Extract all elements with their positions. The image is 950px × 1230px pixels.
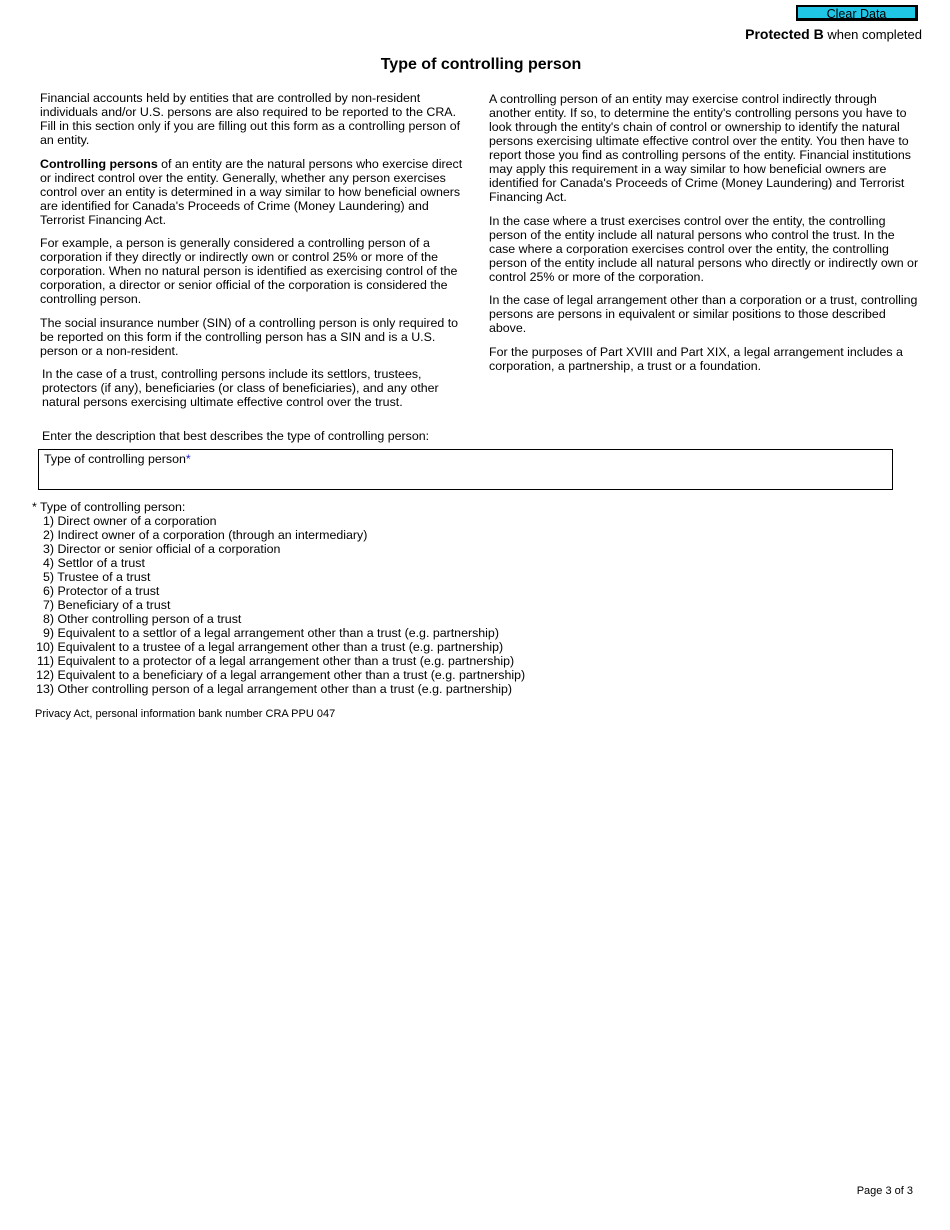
item-text: Direct owner of a corporation (57, 514, 217, 528)
protected-b-notice (745, 26, 922, 42)
item-text: Protector of a trust (57, 584, 160, 598)
item-text: Other controlling person of a trust (57, 612, 242, 626)
item-number: 11) (37, 654, 54, 668)
page-number: Page 3 of 3 (856, 1185, 913, 1197)
controlling-persons-definition (40, 157, 468, 227)
type-of-controlling-person-field[interactable] (38, 449, 893, 490)
item-text: Trustee of a trust (57, 570, 151, 584)
type-list-item (32, 528, 525, 542)
type-field-label (44, 452, 191, 466)
type-list-item (32, 626, 525, 640)
type-list-item (32, 556, 525, 570)
clear-data-button[interactable]: Clear Data (796, 5, 918, 21)
intro-paragraph: Financial accounts held by entities that are controlled by non-resident individuals and/or U.S. persons are also required to be reported to the CRA. Fill in this section only if you are filling out this form as a controlling person of an entity. (40, 91, 461, 147)
item-text: Other controlling person of a legal arrangement other than a trust (e.g. partnership) (57, 682, 513, 696)
enter-description-instruction: Enter the description that best describes the type of controlling person: (42, 429, 430, 443)
item-text: Equivalent to a beneficiary of a legal arrangement other than a trust (e.g. partnership) (57, 668, 526, 682)
type-list-item (32, 668, 525, 682)
protected-b-label: Protected B (745, 26, 824, 42)
item-text: Equivalent to a trustee of a legal arrangement other than a trust (e.g. partnership) (57, 640, 504, 654)
item-number: 1) (42, 514, 54, 528)
item-number: 4) (42, 556, 54, 570)
item-number: 2) (42, 528, 54, 542)
item-text: Indirect owner of a corporation (through an intermediary) (57, 528, 368, 542)
item-number: 12) (36, 668, 54, 682)
type-list-heading: * Type of controlling person: (32, 500, 186, 514)
type-list-item (32, 570, 525, 584)
type-list-item (32, 654, 525, 668)
type-list-item (32, 584, 525, 598)
required-star: * (185, 452, 191, 466)
right-info-column (489, 92, 921, 382)
item-number: 9) (42, 626, 54, 640)
sin-paragraph: The social insurance number (SIN) of a controlling person is only required to be reported on this form if the controlling person has a SIN and is a U.S. person or a non-resident. (40, 315, 459, 358)
item-number: 8) (42, 612, 54, 626)
type-list-item (32, 514, 525, 528)
item-text: Director or senior official of a corporation (57, 542, 281, 556)
privacy-act-note: Privacy Act, personal information bank number CRA PPU 047 (35, 708, 336, 720)
part-xviii-xix-paragraph: For the purposes of Part XVIII and Part XIX, a legal arrangement includes a corporation, a partnership, a trust or a foundation. (489, 344, 903, 373)
item-number: 6) (42, 584, 54, 598)
item-text: Equivalent to a settlor of a legal arrangement other than a trust (e.g. partnership) (57, 626, 499, 640)
item-text: Settlor of a trust (57, 556, 145, 570)
section-title: Type of controlling person (380, 56, 582, 73)
controlling-persons-term: Controlling persons (40, 156, 158, 171)
type-list-item (32, 682, 525, 696)
item-number: 5) (42, 570, 54, 584)
item-text: Equivalent to a protector of a legal arrangement other than a trust (e.g. partnership) (57, 654, 515, 668)
type-list-item (32, 542, 525, 556)
controlling-persons-text: of an entity are the natural persons who exercise direct or indirect control over the entity. Generally, whether any person exercises control over an entity is determined in a way similar to how beneficial owners are identified for Canada's Proceeds of Crime (Money Laundering) and Terrorist Financing Act. (40, 156, 463, 227)
protected-b-suffix: when completed (823, 27, 922, 42)
trust-paragraph: In the case of a trust, controlling persons include its settlors, trustees, protectors (if any), beneficiaries (or class of beneficiaries), and any other natural persons exercising ultimate effective control over the trust. (42, 367, 439, 409)
legal-arrangement-paragraph: In the case of legal arrangement other than a corporation or a trust, controlling persons are persons in equivalent or similar positions to those described above. (489, 293, 918, 335)
item-number: 3) (42, 542, 54, 556)
type-list-item (32, 612, 525, 626)
type-field-label-text: Type of controlling person (44, 452, 186, 466)
left-info-column (40, 91, 468, 419)
corporation-example-paragraph: For example, a person is generally considered a controlling person of a corporation if they directly or indirectly own or control 25% or more of the corporation. When no natural person is identified as exercising control of the corporation, a director or senior official of the corporation is considered the controlling person. (40, 236, 458, 306)
indirect-control-paragraph: A controlling person of an entity may exercise control indirectly through another entity. If so, to determine the entity's controlling persons you have to look through the entity's chain of control or ownership to identify the natural persons exercising ultimate effective control over the entity. You then have to report those you find as controlling persons of the entity. Financial institutions may apply this requirement in a way similar to how beneficial owners are identified for Canada's Proceeds of Crime (Money Laundering) and Terrorist Financing Act. (489, 92, 911, 204)
type-list-item (32, 640, 525, 654)
item-text: Beneficiary of a trust (57, 598, 171, 612)
item-number: 7) (42, 598, 54, 612)
item-number: 10) (36, 640, 54, 654)
type-list (32, 500, 525, 696)
type-list-item (32, 598, 525, 612)
trust-corporation-control-paragraph: In the case where a trust exercises control over the entity, the controlling person of the entity include all natural persons who control the trust. In the case where a corporation exercises control over the entity, the controlling person of the entity include all natural persons who directly or indirectly own or control 25% or more of the corporation. (489, 213, 919, 284)
item-number: 13) (36, 682, 54, 696)
